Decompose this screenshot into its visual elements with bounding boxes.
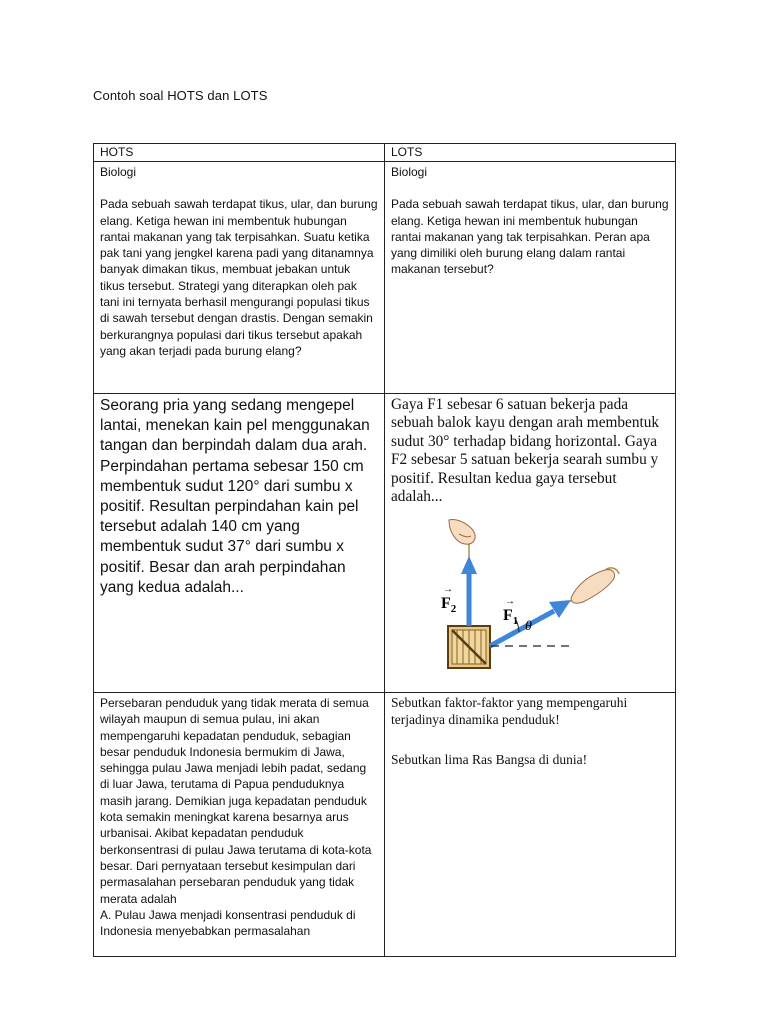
question-text: Sebutkan faktor-faktor yang mempengaruhi terjadinya dinamika penduduk! bbox=[391, 695, 628, 727]
question-text: Sebutkan lima Ras Bangsa di dunia! bbox=[391, 752, 588, 768]
question-text: Seorang pria yang sedang mengepel lantai, menekan kain pel menggunakan tangan dan berpindah dalam dua arah. Perpindahan pertama sebesar 150 cm membentuk sudut 120° dari sumbu x positif. Resultan perpindahan kain pel tersebut adalah 140 cm yang membentuk sudut 37° dari sumbu x positif. Besar dan arah perpindahan yang kedua adalah... bbox=[100, 397, 370, 596]
wooden-crate-icon bbox=[448, 626, 490, 668]
f1-label: $F_1$ bbox=[503, 607, 519, 628]
angle-label: θ bbox=[525, 619, 532, 635]
header-lots: LOTS bbox=[385, 144, 676, 162]
hots-lots-table bbox=[93, 143, 676, 957]
question-text: Gaya F1 sebesar 6 satuan bekerja pada sebuah balok kayu dengan arah membentuk sudut 30° terhadap bidang horizontal. Gaya F2 sebesar 5 satuan bekerja searah sumbu y positif. Resultan kedua gaya tersebut adalah... bbox=[391, 396, 660, 506]
subject-label: Biologi bbox=[391, 165, 428, 179]
f1-vector-mark: → bbox=[505, 596, 515, 608]
question-text: Pada sebuah sawah terdapat tikus, ular, dan burung elang. Ketiga hewan ini membentuk hubungan rantai makanan yang tak terpisahkan. Peran apa yang dimiliki oleh burung elang dalam rantai makanan tersebut? bbox=[391, 197, 669, 277]
f2-label: $F_2$ bbox=[441, 595, 457, 616]
document-title: Contoh soal HOTS dan LOTS bbox=[93, 88, 268, 103]
table-row bbox=[94, 162, 676, 394]
force-diagram-figure bbox=[419, 518, 629, 678]
table-row bbox=[94, 693, 676, 957]
cell-lots-geography bbox=[385, 693, 676, 957]
header-hots: HOTS bbox=[94, 144, 385, 162]
question-text: Persebaran penduduk yang tidak merata di semua wilayah maupun di semua pulau, ini akan mempengaruhi kepadatan penduduk, sebagian besar penduduk Indonesia bermukim di Jawa, sehingga pulau Jawa menjadi lebih padat, sedang di luar Jawa, terutama di Papua penduduknya masih jarang. Demikian juga kepadatan penduduk kota semakin meningkat karena besarnya arus urbanisai. Akibat kepadatan penduduk berkonsentrasi di pulau Jawa terutama di kota-kota besar. Dari pernyataan tersebut kesimpulan dari permasalahan persebaran penduduk yang tidak merata adalah bbox=[100, 696, 372, 906]
hand-right-icon bbox=[571, 568, 619, 603]
f2-arrowhead bbox=[461, 556, 477, 574]
answer-option-a: A. Pulau Jawa menjadi konsentrasi penduduk di Indonesia menyebabkan permasalahan bbox=[100, 907, 356, 939]
cell-hots-biology bbox=[94, 162, 385, 394]
f1-arrowhead bbox=[549, 600, 571, 618]
table-row bbox=[94, 394, 676, 693]
hand-top-icon bbox=[449, 520, 475, 545]
cell-hots-geography bbox=[94, 693, 385, 957]
cell-hots-physics bbox=[94, 394, 385, 693]
cell-lots-physics bbox=[385, 394, 676, 693]
f1-arrow bbox=[490, 611, 554, 646]
subject-label: Biologi bbox=[100, 165, 137, 179]
f2-vector-mark: → bbox=[443, 584, 453, 596]
cell-lots-biology bbox=[385, 162, 676, 394]
header-row bbox=[94, 144, 676, 162]
question-text: Pada sebuah sawah terdapat tikus, ular, dan burung elang. Ketiga hewan ini membentuk hubungan rantai makanan yang tak terpisahkan. Suatu ketika pak tani yang jengkel karena padi yang ditanamnya banyak dimakan tikus, membuat jebakan untuk tikus tersebut. Strategi yang diterapkan oleh pak tani ini ternyata berhasil mengurangi populasi tikus di sawah tersebut dengan drastis. Dengan semakin berkurangnya populasi dari tikus tersebut apakah yang akan terjadi pada burung elang? bbox=[100, 197, 378, 358]
